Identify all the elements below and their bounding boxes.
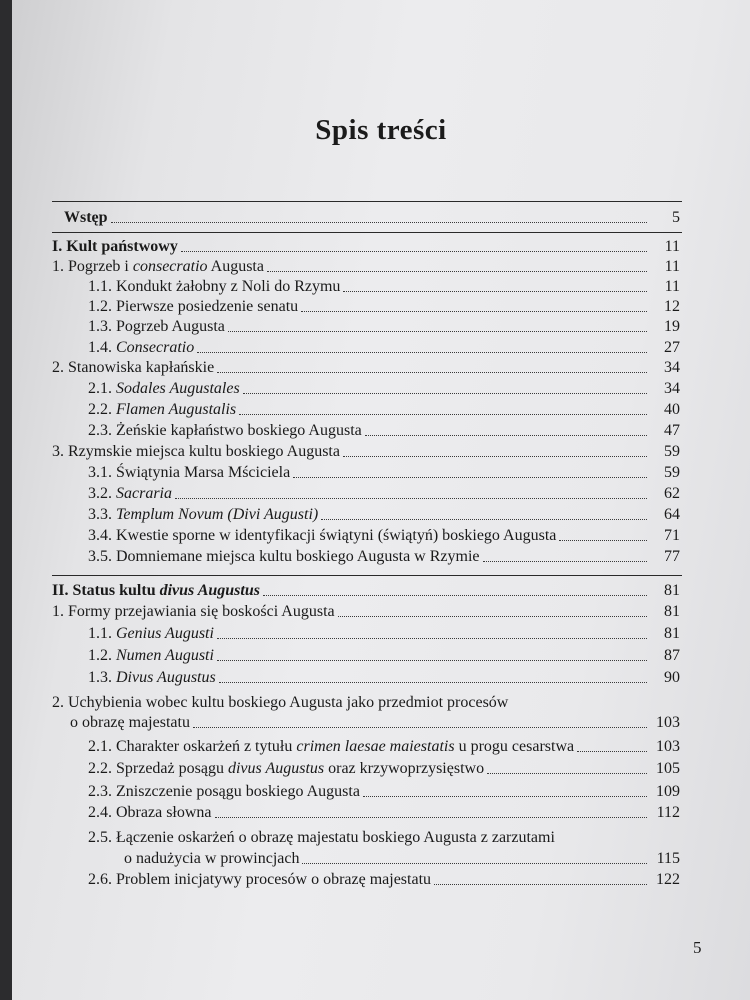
dot-leader <box>365 435 647 436</box>
toc-entry-label: Sodales Augustales <box>116 380 240 397</box>
toc-entry-label: Numen Augusti <box>116 647 214 664</box>
dot-leader <box>239 414 647 415</box>
toc-entry-page: 11 <box>664 238 680 255</box>
toc-entry-number: 2.4. <box>88 804 116 821</box>
toc-entry-page: 11 <box>664 258 680 275</box>
toc-entry-number: 2.3. <box>88 422 116 439</box>
toc-entry-number: I. <box>52 238 67 255</box>
toc-entry-number: 2.3. <box>88 783 116 800</box>
toc-entry-label: Pierwsze posiedzenie senatu <box>116 298 299 315</box>
toc-entry <box>88 277 680 296</box>
toc-entry-label: Sprzedaż posągu divus Augustus oraz krzywoprzysięstwo <box>116 760 485 777</box>
toc-entry-label: Stanowiska kapłańskie <box>68 359 215 376</box>
toc-entry-page: 59 <box>664 464 680 481</box>
dot-leader <box>302 863 647 864</box>
dot-leader <box>111 222 647 223</box>
table-of-contents <box>12 0 750 1000</box>
toc-entry-page: 47 <box>664 422 680 439</box>
toc-entry <box>52 358 680 377</box>
toc-entry-page: 112 <box>656 804 680 821</box>
toc-entry-label: Kondukt żałobny z Noli do Rzymu <box>116 278 341 295</box>
toc-entry-number: 2.1. <box>88 380 116 397</box>
toc-entry-number: 2.2. <box>88 401 116 418</box>
toc-entry <box>88 624 680 643</box>
toc-entry-number: 3.3. <box>88 506 116 523</box>
dot-leader <box>267 271 647 272</box>
toc-entry-page: 122 <box>656 871 680 888</box>
toc-entry-number: 1.1. <box>88 625 116 642</box>
dot-leader <box>243 393 647 394</box>
dot-leader <box>217 372 647 373</box>
toc-entry-page: 64 <box>664 506 680 523</box>
toc-entry-label: Domniemane miejsca kultu boskiego Augusta w Rzymie <box>116 548 480 565</box>
toc-entry-number: 1.4. <box>88 339 116 356</box>
toc-entry-number: 1. <box>52 258 68 275</box>
dot-leader <box>228 331 647 332</box>
toc-entry <box>88 870 680 889</box>
toc-entry-number: 1.2. <box>88 298 116 315</box>
toc-entry <box>88 463 680 482</box>
toc-entry-page: 19 <box>664 318 680 335</box>
toc-entry-page: 90 <box>664 669 680 686</box>
toc-entry-number: 3.1. <box>88 464 116 481</box>
toc-entry-label: Templum Novum (Divi Augusti) <box>116 506 319 523</box>
toc-entry <box>88 782 680 801</box>
toc-entry-number: 2.6. <box>88 871 116 888</box>
toc-entry-label: Wstęp <box>64 209 108 226</box>
toc-entry-number: 1.3. <box>88 318 116 335</box>
toc-entry-number: II. <box>52 582 73 599</box>
toc-entry-label: Kult państwowy <box>66 238 178 255</box>
dot-leader <box>483 561 648 562</box>
toc-entry-label: Rzymskie miejsca kultu boskiego Augusta <box>68 443 340 460</box>
toc-entry-page: 12 <box>664 298 680 315</box>
dot-leader <box>219 682 647 683</box>
book-page <box>12 0 750 1000</box>
dot-leader <box>301 311 647 312</box>
toc-entry-page: 77 <box>664 548 680 565</box>
toc-entry-label: Sacraria <box>116 485 172 502</box>
toc-entry-label: Zniszczenie posągu boskiego Augusta <box>116 783 360 800</box>
dot-leader <box>559 540 647 541</box>
toc-entry-number: 3.2. <box>88 485 116 502</box>
toc-entry-label: Kwestie sporne w identyfikacji świątyni (świątyń) boskiego Augusta <box>116 527 557 544</box>
toc-entry <box>88 668 680 687</box>
toc-entry <box>88 421 680 440</box>
toc-entry <box>88 737 680 756</box>
toc-entry-page: 81 <box>664 625 680 642</box>
toc-entry-page: 34 <box>664 359 680 376</box>
toc-entry <box>88 400 680 419</box>
toc-entry-label: Flamen Augustalis <box>116 401 237 418</box>
toc-entry-page: 62 <box>664 485 680 502</box>
dot-leader <box>343 291 647 292</box>
dot-leader <box>363 796 647 797</box>
toc-entry-label: Consecratio <box>116 339 195 356</box>
toc-entry <box>88 803 680 822</box>
toc-entry-first-line: 2. Uchybienia wobec kultu boskiego Augusta jako przedmiot procesów <box>52 694 509 711</box>
toc-entry <box>88 505 680 524</box>
toc-entry-number: 1.1. <box>88 278 116 295</box>
toc-entry-page: 27 <box>664 339 680 356</box>
toc-entry-label: Świątynia Marsa Mściciela <box>116 464 291 481</box>
toc-entry-label: Żeńskie kapłaństwo boskiego Augusta <box>116 422 362 439</box>
page-number: 5 <box>693 938 702 957</box>
toc-entry-label: Problem inicjatywy procesów o obrazę majestatu <box>116 871 432 888</box>
dot-leader <box>293 477 647 478</box>
dot-leader <box>197 352 647 353</box>
toc-entry-page: 81 <box>664 582 680 599</box>
toc-entry <box>52 237 680 256</box>
dot-leader <box>217 660 647 661</box>
toc-entry <box>70 713 680 732</box>
toc-entry <box>52 257 680 276</box>
toc-entry-label: Obraza słowna <box>116 804 212 821</box>
toc-entry-number: 2.1. <box>88 738 116 755</box>
toc-entry-label: Pogrzeb Augusta <box>116 318 225 335</box>
toc-entry-page: 109 <box>656 783 680 800</box>
toc-entry-label: Genius Augusti <box>116 625 214 642</box>
toc-entry-label: Formy przejawiania się boskości Augusta <box>68 603 335 620</box>
toc-entry-label: Charakter oskarżeń z tytułu crimen laesae maiestatis u progu cesarstwa <box>116 738 575 755</box>
toc-entry-label: Divus Augustus <box>116 669 216 686</box>
toc-entry-label: Status kultu divus Augustus <box>72 582 260 599</box>
toc-entry <box>88 379 680 398</box>
toc-entry <box>88 484 680 503</box>
dot-leader <box>215 817 647 818</box>
toc-entry <box>88 297 680 316</box>
toc-entry-label-continued: o obrazę majestatu <box>70 714 190 731</box>
section-divider <box>52 575 682 576</box>
toc-entry-number: 2. <box>52 359 68 376</box>
toc-entry <box>88 547 680 566</box>
toc-entry-first-line: 2.5. Łączenie oskarżeń o obrazę majestatu boskiego Augusta z zarzutami <box>88 829 555 846</box>
toc-entry <box>52 602 680 621</box>
toc-entry <box>88 759 680 778</box>
dot-leader <box>487 773 647 774</box>
section-divider <box>52 232 682 233</box>
toc-entry <box>124 849 680 868</box>
dot-leader <box>321 519 647 520</box>
dot-leader <box>338 616 647 617</box>
dot-leader <box>193 727 647 728</box>
toc-entry-label-continued: o nadużycia w prowincjach <box>124 850 300 867</box>
dot-leader <box>181 251 647 252</box>
toc-entry-page: 40 <box>664 401 680 418</box>
dot-leader <box>577 751 647 752</box>
toc-entry-page: 115 <box>656 850 680 867</box>
toc-entry-label: Pogrzeb i consecratio Augusta <box>68 258 264 275</box>
toc-entry-page: 71 <box>664 527 680 544</box>
dot-leader <box>263 595 647 596</box>
toc-entry-number: 3. <box>52 443 68 460</box>
toc-entry <box>88 317 680 336</box>
toc-entry-page: 59 <box>664 443 680 460</box>
toc-entry <box>52 581 680 600</box>
toc-entry-number: 2.2. <box>88 760 116 777</box>
toc-entry-page: 103 <box>656 714 680 731</box>
toc-entry-number: 1.2. <box>88 647 116 664</box>
toc-entry-number: 1.3. <box>88 669 116 686</box>
toc-entry <box>52 442 680 461</box>
toc-entry-number: 1. <box>52 603 68 620</box>
dot-leader <box>434 884 647 885</box>
toc-entry-page: 105 <box>656 760 680 777</box>
toc-entry-number: 3.4. <box>88 527 116 544</box>
toc-entry <box>88 526 680 545</box>
toc-entry-page: 34 <box>664 380 680 397</box>
dot-leader <box>175 498 647 499</box>
dot-leader <box>217 638 647 639</box>
page-title: Spis treści <box>315 114 447 146</box>
toc-entry-page: 103 <box>656 738 680 755</box>
toc-entry-page: 5 <box>672 209 680 226</box>
toc-entry-page: 81 <box>664 603 680 620</box>
toc-entry <box>88 338 680 357</box>
toc-entry <box>64 208 680 227</box>
toc-entry-number: 3.5. <box>88 548 116 565</box>
toc-entry-page: 87 <box>664 647 680 664</box>
toc-entry-page: 11 <box>664 278 680 295</box>
dot-leader <box>343 456 647 457</box>
toc-entry <box>88 646 680 665</box>
